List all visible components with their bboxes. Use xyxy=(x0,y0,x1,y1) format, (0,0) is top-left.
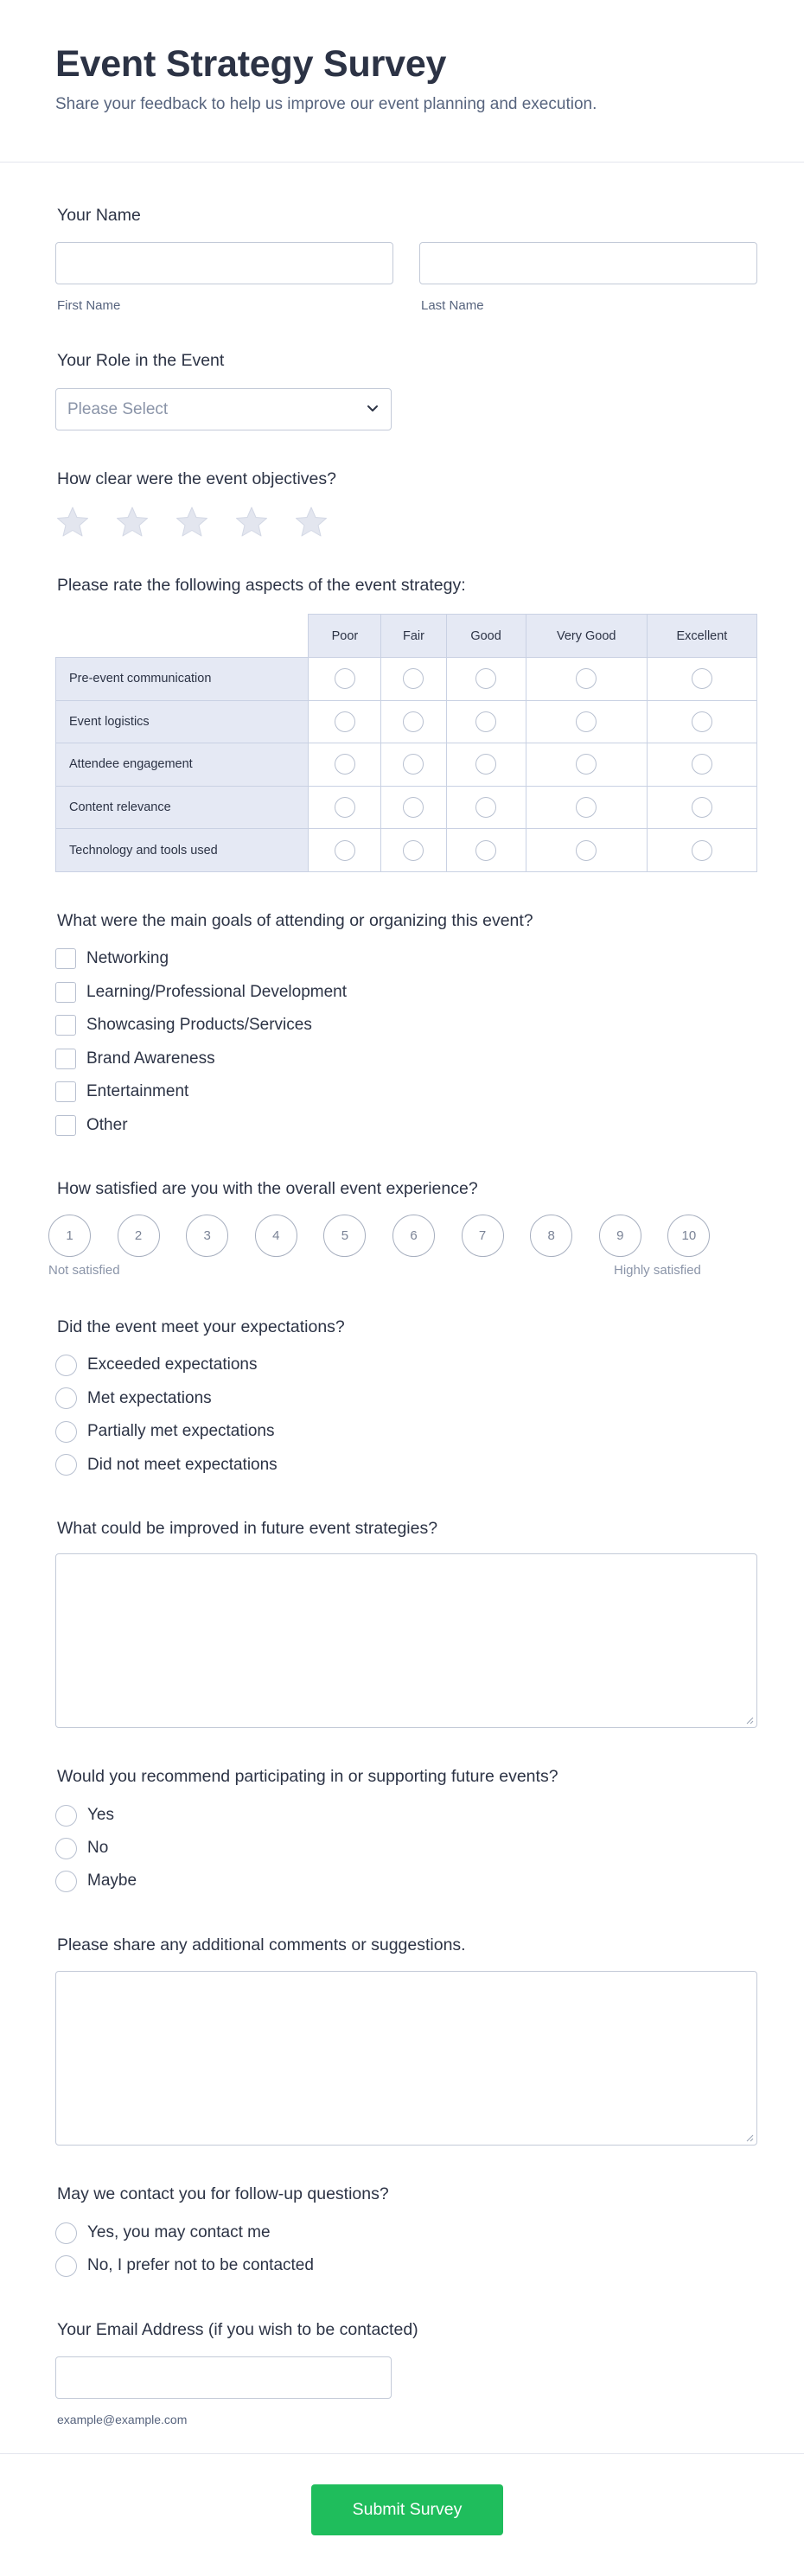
matrix-radio[interactable] xyxy=(692,711,712,732)
last-name-sublabel: Last Name xyxy=(421,298,484,313)
radio-button[interactable] xyxy=(55,1838,77,1859)
matrix-radio[interactable] xyxy=(576,797,597,818)
matrix-radio[interactable] xyxy=(335,754,355,775)
radio-button[interactable] xyxy=(55,1421,77,1443)
matrix-radio[interactable] xyxy=(335,711,355,732)
scale-option[interactable]: 2 xyxy=(118,1215,160,1257)
improvements-input[interactable] xyxy=(56,1554,756,1727)
matrix-cell xyxy=(526,829,647,872)
matrix-cell xyxy=(309,743,381,787)
star-icon[interactable] xyxy=(175,505,209,539)
goals-label: What were the main goals of attending or organizing this event? xyxy=(57,911,533,930)
radio-button[interactable] xyxy=(55,1454,77,1476)
goals-option-label: Entertainment xyxy=(86,1082,189,1100)
last-name-field[interactable] xyxy=(419,242,757,284)
expectations-option[interactable] xyxy=(55,1454,278,1476)
goals-option-label: Brand Awareness xyxy=(86,1049,215,1068)
goals-option-label: Other xyxy=(86,1115,128,1134)
objectives-label: How clear were the event objectives? xyxy=(57,469,336,488)
matrix-cell xyxy=(647,829,756,872)
matrix-row xyxy=(56,743,757,787)
goals-option-label: Learning/Professional Development xyxy=(86,982,348,1001)
matrix-column-header: Poor xyxy=(309,615,381,658)
matrix-cell xyxy=(381,786,446,829)
contact-option-label: No, I prefer not to be contacted xyxy=(87,2256,314,2274)
role-label: Your Role in the Event xyxy=(57,351,225,370)
matrix-row-label: Content relevance xyxy=(56,786,309,829)
matrix-cell xyxy=(446,658,526,701)
goals-option-label: Showcasing Products/Services xyxy=(86,1016,312,1034)
goals-option[interactable] xyxy=(55,1114,128,1137)
matrix-row-label: Attendee engagement xyxy=(56,743,309,787)
matrix-radio[interactable] xyxy=(692,797,712,818)
checkbox[interactable] xyxy=(55,948,76,969)
matrix-cell xyxy=(381,658,446,701)
matrix-cell xyxy=(446,700,526,743)
matrix-radio[interactable] xyxy=(475,668,496,689)
radio-button[interactable] xyxy=(55,1387,77,1409)
role-select-placeholder: Please Select xyxy=(67,400,169,418)
recommend-option-label: No xyxy=(87,1839,109,1857)
expectations-option-label: Exceeded expectations xyxy=(87,1355,258,1374)
contact-option[interactable] xyxy=(55,2222,271,2244)
goals-option[interactable] xyxy=(55,1048,215,1070)
star-icon[interactable] xyxy=(115,505,150,539)
checkbox[interactable] xyxy=(55,982,76,1003)
radio-button[interactable] xyxy=(55,1871,77,1892)
matrix-corner xyxy=(56,615,309,658)
matrix-radio[interactable] xyxy=(576,668,597,689)
checkbox[interactable] xyxy=(55,1015,76,1036)
first-name-field[interactable] xyxy=(55,242,393,284)
matrix-cell xyxy=(446,743,526,787)
scale-option[interactable]: 7 xyxy=(462,1215,504,1257)
matrix-cell xyxy=(647,700,756,743)
matrix-radio[interactable] xyxy=(335,668,355,689)
matrix-radio[interactable] xyxy=(475,797,496,818)
scale-option[interactable]: 8 xyxy=(530,1215,572,1257)
matrix-radio[interactable] xyxy=(692,668,712,689)
first-name-sublabel: First Name xyxy=(57,298,121,313)
matrix-radio[interactable] xyxy=(576,711,597,732)
email-field[interactable] xyxy=(55,2356,392,2399)
goals-option[interactable] xyxy=(55,1081,188,1103)
last-name-input[interactable] xyxy=(420,243,756,284)
recommend-option[interactable] xyxy=(55,1837,108,1859)
goals-option[interactable] xyxy=(55,981,347,1004)
recommend-label: Would you recommend participating in or supporting future events? xyxy=(57,1767,558,1786)
expectations-option[interactable] xyxy=(55,1354,257,1376)
improvements-textarea[interactable] xyxy=(55,1553,757,1728)
goals-option[interactable] xyxy=(55,1014,312,1036)
star-icon[interactable] xyxy=(294,505,329,539)
matrix-cell xyxy=(446,829,526,872)
matrix-cell xyxy=(309,658,381,701)
name-label: Your Name xyxy=(57,206,141,225)
matrix-radio[interactable] xyxy=(475,840,496,861)
scale-option[interactable]: 3 xyxy=(186,1215,228,1257)
scale-low-label: Not satisfied xyxy=(48,1263,120,1278)
matrix-cell xyxy=(647,786,756,829)
recommend-option-label: Yes xyxy=(87,1806,114,1824)
matrix-cell xyxy=(526,743,647,787)
scale-option[interactable]: 10 xyxy=(667,1215,710,1257)
matrix-radio[interactable] xyxy=(403,797,424,818)
matrix-column-header: Good xyxy=(446,615,526,658)
matrix-column-header: Fair xyxy=(381,615,446,658)
scale-option[interactable]: 9 xyxy=(599,1215,641,1257)
satisfaction-label: How satisfied are you with the overall event experience? xyxy=(57,1179,478,1198)
matrix-radio[interactable] xyxy=(403,840,424,861)
matrix-cell xyxy=(526,786,647,829)
expectations-option-label: Did not meet expectations xyxy=(87,1455,278,1474)
checkbox[interactable] xyxy=(55,1115,76,1136)
email-label: Your Email Address (if you wish to be contacted) xyxy=(57,2320,418,2339)
matrix-label: Please rate the following aspects of the event strategy: xyxy=(57,576,466,595)
radio-button[interactable] xyxy=(55,2255,77,2277)
matrix-row xyxy=(56,786,757,829)
expectations-label: Did the event meet your expectations? xyxy=(57,1317,345,1336)
matrix-column-header: Very Good xyxy=(526,615,647,658)
matrix-radio[interactable] xyxy=(335,840,355,861)
matrix-cell xyxy=(526,700,647,743)
matrix-cell xyxy=(381,743,446,787)
form-subtitle: Share your feedback to help us improve our event planning and execution. xyxy=(55,95,597,113)
recommend-option-label: Maybe xyxy=(87,1871,137,1890)
resize-grip-icon[interactable] xyxy=(745,1716,754,1725)
contact-label: May we contact you for follow-up questions? xyxy=(57,2184,389,2203)
form-title: Event Strategy Survey xyxy=(55,43,447,85)
matrix-row xyxy=(56,700,757,743)
matrix-radio[interactable] xyxy=(403,711,424,732)
comments-textarea[interactable] xyxy=(55,1971,757,2146)
matrix-radio[interactable] xyxy=(335,797,355,818)
radio-button[interactable] xyxy=(55,2222,77,2244)
matrix-cell xyxy=(381,829,446,872)
contact-option[interactable] xyxy=(55,2254,314,2277)
matrix-radio[interactable] xyxy=(403,754,424,775)
matrix-cell xyxy=(381,700,446,743)
matrix-radio[interactable] xyxy=(576,754,597,775)
scale-high-label: Highly satisfied xyxy=(614,1263,701,1278)
matrix-cell xyxy=(647,743,756,787)
form-header xyxy=(0,0,804,163)
recommend-option[interactable] xyxy=(55,1870,137,1892)
goals-option-label: Networking xyxy=(86,949,169,967)
matrix-row xyxy=(56,658,757,701)
matrix-cell xyxy=(446,786,526,829)
matrix-radio[interactable] xyxy=(692,754,712,775)
expectations-option[interactable] xyxy=(55,1420,275,1443)
matrix-cell xyxy=(526,658,647,701)
star-icon[interactable] xyxy=(55,505,90,539)
star-icon[interactable] xyxy=(234,505,269,539)
first-name-input[interactable] xyxy=(56,243,392,284)
radio-button[interactable] xyxy=(55,1805,77,1827)
matrix-radio[interactable] xyxy=(403,668,424,689)
role-select[interactable] xyxy=(55,388,392,430)
matrix-cell xyxy=(309,700,381,743)
contact-option-label: Yes, you may contact me xyxy=(87,2223,271,2241)
matrix-radio[interactable] xyxy=(576,840,597,861)
chevron-down-icon xyxy=(367,402,379,414)
comments-label: Please share any additional comments or suggestions. xyxy=(57,1935,466,1954)
checkbox[interactable] xyxy=(55,1049,76,1069)
expectations-option[interactable] xyxy=(55,1387,212,1410)
comments-input[interactable] xyxy=(56,1972,756,2145)
expectations-option-label: Met expectations xyxy=(87,1388,212,1407)
matrix-row xyxy=(56,829,757,872)
submit-button[interactable]: Submit Survey xyxy=(311,2484,503,2535)
matrix-radio[interactable] xyxy=(475,711,496,732)
improvements-label: What could be improved in future event strategies? xyxy=(57,1519,438,1538)
scale-option[interactable]: 5 xyxy=(323,1215,366,1257)
email-input[interactable] xyxy=(56,2357,391,2398)
scale-option[interactable]: 1 xyxy=(48,1215,91,1257)
footer-divider xyxy=(0,2453,804,2454)
matrix-radio[interactable] xyxy=(475,754,496,775)
matrix-row-label: Event logistics xyxy=(56,700,309,743)
matrix-cell xyxy=(309,786,381,829)
matrix-column-header: Excellent xyxy=(647,615,756,658)
scale-option[interactable]: 4 xyxy=(255,1215,297,1257)
checkbox[interactable] xyxy=(55,1081,76,1102)
goals-option[interactable] xyxy=(55,947,169,970)
resize-grip-icon[interactable] xyxy=(745,2133,754,2142)
rating-matrix xyxy=(55,614,757,872)
email-sublabel: example@example.com xyxy=(57,2413,188,2426)
matrix-cell xyxy=(647,658,756,701)
radio-button[interactable] xyxy=(55,1355,77,1376)
matrix-row-label: Pre-event communication xyxy=(56,658,309,701)
matrix-cell xyxy=(309,829,381,872)
matrix-radio[interactable] xyxy=(692,840,712,861)
matrix-row-label: Technology and tools used xyxy=(56,829,309,872)
recommend-option[interactable] xyxy=(55,1804,114,1827)
scale-option[interactable]: 6 xyxy=(392,1215,435,1257)
expectations-option-label: Partially met expectations xyxy=(87,1422,275,1440)
